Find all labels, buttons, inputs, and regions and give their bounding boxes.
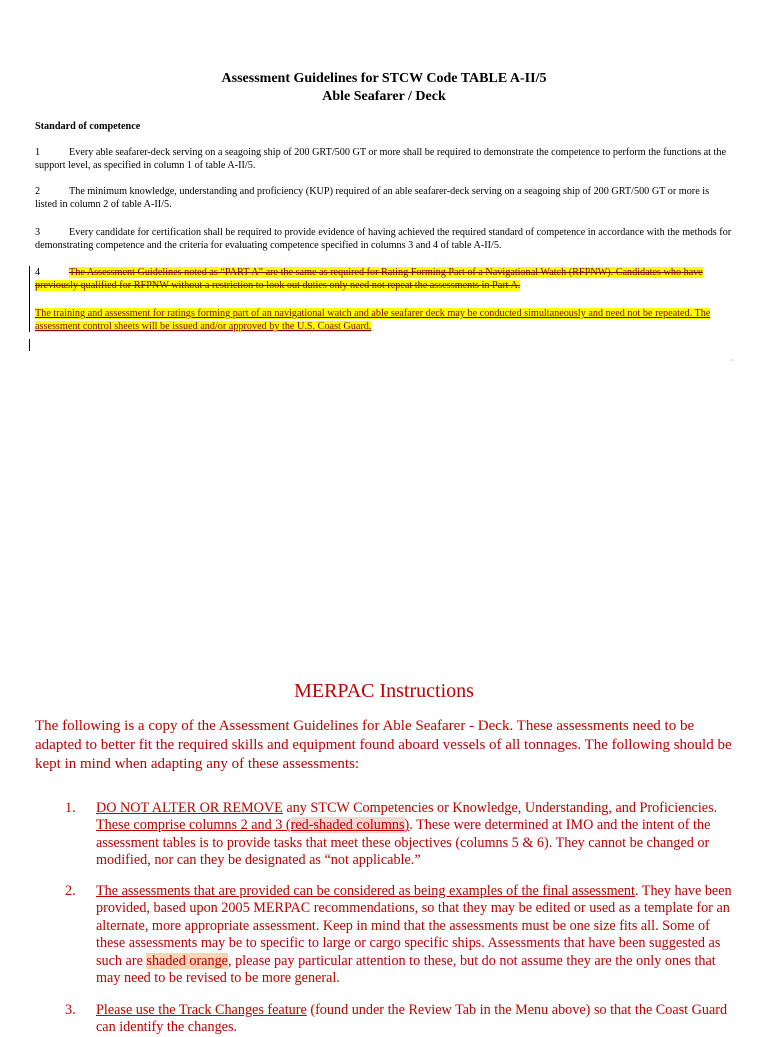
document-title: Assessment Guidelines for STCW Code TABLE A-II/5 [221,71,547,86]
document-subtitle: Able Seafarer / Deck [322,89,446,104]
inserted-text: The training and assessment for ratings forming part of an navigational watch and able seafarer deck may be conducted simultaneously and need not be repeated. The assessment control sheets will be issued and/or approved by the U.S. Coast Guard. [35,308,711,332]
text-cursor [29,339,30,351]
instruction-item-3 [65,1002,735,1037]
red-shaded-label: red-shaded columns [290,817,405,834]
paragraph-text: The minimum knowledge, understanding and proficiency (KUP) required of an able seafarer-deck serving on a seagoing ship of 200 GRT/500 GT or more is listed in column 2 of table A-II/5. [35,186,710,210]
paragraph-text: Every candidate for certification shall be required to provide evidence of having achieved the required standard of competence in accordance with the methods for demonstrating competence and the criteria for evaluating competence specified in columns 3 and 4 of table A-II/5. [35,227,732,251]
paragraph-1 [35,146,733,172]
item-number: 1. [65,800,76,816]
item-number: 3. [65,1002,76,1018]
item-text [96,883,735,987]
paragraph-number: 3 [35,227,41,238]
item-text-part: , please pay particular attention to these, but do not assume they are the only ones that may need to be revised to be more general. [96,952,716,987]
item-text [96,1002,735,1037]
emphasis-text: DO NOT ALTER OR REMOVE [96,800,283,816]
orange-shaded-label: shaded orange [146,952,228,969]
paragraph-text: Every able seafarer-deck serving on a seagoing ship of 200 GRT/500 GT or more shall be required to demonstrate the competence to perform the functions at the support level, as specified in column 1 of table A-II/5. [35,147,727,171]
item-number: 2. [65,883,76,899]
instruction-item-1 [65,800,735,870]
item-text [96,800,735,870]
emphasis-text: Please use the Track Changes feature [96,1002,307,1018]
emphasis-text: ) [404,817,410,834]
paragraph-5-inserted [35,307,733,333]
emphasis-text: The assessments that are provided can be considered as being examples of the final assessment [96,883,635,899]
item-text-part: (found under the Review Tab in the Menu above) so that the Coast Guard can identify the changes. [96,1002,728,1036]
emphasis-text: These comprise columns 2 and 3 ( [96,817,291,834]
paragraph-number: 2 [35,186,41,197]
track-change-bar [29,266,30,332]
deleted-text: The Assessment Guidelines noted as “PART A” are the same as required for Rating Forming Part of a Navigational Watch (RFPNW). Candidates who have previously qualified for RFPNW without a restriction to look out duties only need not repeat the assessments in Part A. [35,267,703,291]
section-heading-standard: Standard of competence [35,121,141,132]
item-text-part: . These were determined at IMO and the intent of the assessment tables is to provide tasks that meet these objectives (columns 5 & 6). They cannot be changed or modified, nor can they be designated as “not applicable.” [96,817,711,869]
instruction-item-2 [65,883,735,987]
paragraph-2 [35,185,733,211]
item-text-part: any STCW Competencies or Knowledge, Understanding, and Proficiencies. [282,800,718,816]
paragraph-4-deleted [35,266,733,292]
paragraph-3 [35,226,733,252]
merpac-intro: The following is a copy of the Assessment Guidelines for Able Seafarer - Deck. These assessments need to be adapted to better fit the required skills and equipment found aboard vessels of all tonnages. The following should be kept in mind when adapting any of these assessments: [35,718,732,772]
paragraph-number: 4 [35,267,41,278]
paragraph-number: 1 [35,147,41,158]
item-text-part: . They have been provided, based upon 2005 MERPAC recommendations, so that they may be edited or used as a template for an alternate, more appropriate assessment. Keep in mind that the assessments must be one size fits all. Some of these assessments may be to specific to large or cargo specific ships. Assessments that have been suggested as such are [96,883,732,969]
stray-mark: · [731,356,734,365]
merpac-title: MERPAC Instructions [294,680,474,702]
